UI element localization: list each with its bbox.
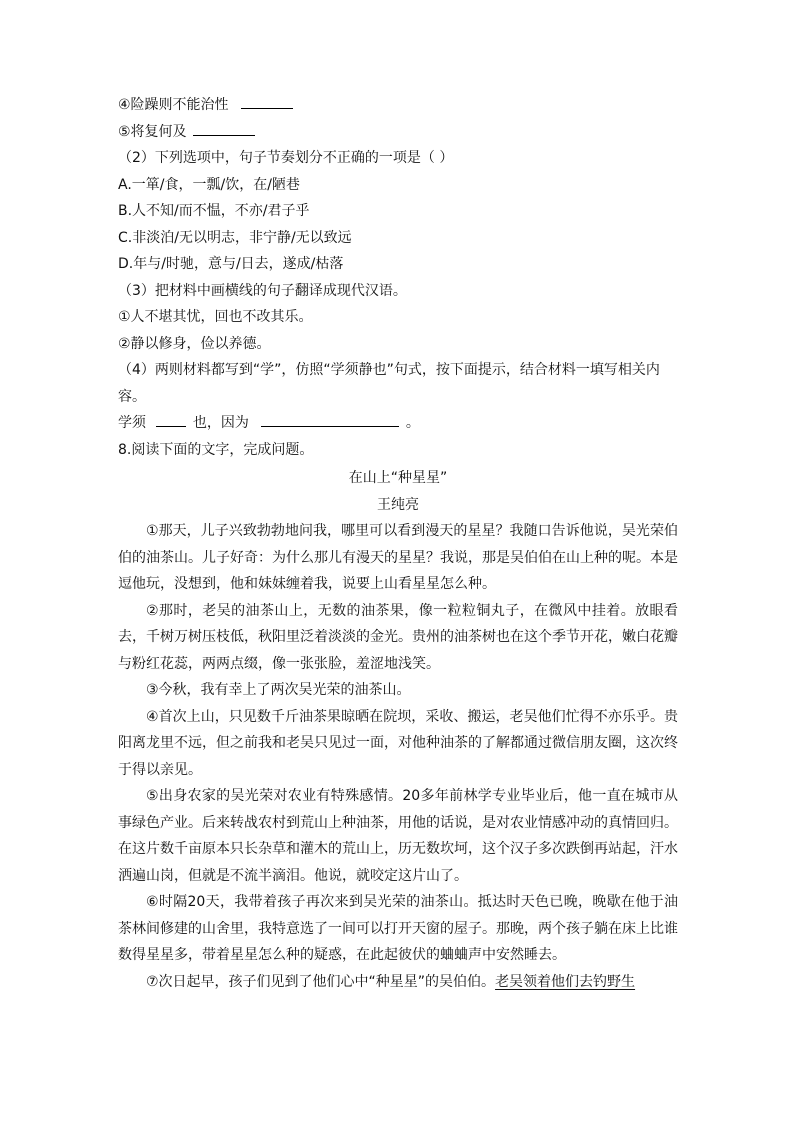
option-a: A.一箪/食，一瓢/饮，在/陋巷 <box>118 176 300 193</box>
fill-prefix: 学须 <box>118 415 146 431</box>
article-title: 在山上“种星星” <box>348 470 448 486</box>
underlined-sentence: 老吴领着他们去钓野生 <box>495 973 636 990</box>
article-paragraph-3: ③今秋，我有幸上了两次吴光荣的油茶山。 <box>146 682 411 698</box>
option-b: B.人不知/而不愠，不亦/君子乎 <box>118 203 310 219</box>
article-paragraph-6: ⑥时隔20天，我带着孩子再次来到吴光荣的油茶山。抵达时天色已晚，晚歇在他于油茶林间修建的山舍里，我特意选了一间可以打开天窗的屋子。那晚，两个孩子躺在床上比谁数得星星多，带着星星怎么种的疑惑，在此起彼伏的蛐蛐声中安然睡去。 <box>118 894 678 963</box>
answer-blank[interactable] <box>241 94 293 109</box>
option-d: D.年与/时驰，意与/日去，遂成/枯落 <box>118 256 344 272</box>
question-4-stem: （4）两则材料都写到“学”，仿照“学须静也”句式，按下面提示，结合材料一填写相关内容。 <box>118 362 660 405</box>
article-paragraph-1: ①那天，儿子兴致勃勃地问我，哪里可以看到漫天的星星？我随口告诉他说，吴光荣伯伯的油茶山。儿子好奇：为什么那儿有漫天的星星？我说，那是吴伯伯在山上种的呢。本是逗他玩，没想到，他和妹妹缠着我，说要上山看星星怎么种。 <box>118 523 678 592</box>
article-paragraph-2: ②那时，老吴的油茶山上，无数的油茶果，像一粒粒铜丸子，在微风中挂着。放眼看去，千树万树压枝低，秋阳里泛着淡淡的金光。贵州的油茶树也在这个季节开花，嫩白花瓣与粉红花蕊，两两点缀，像一张张脸，羞涩地浅笑。 <box>118 602 678 672</box>
article-author: 王纯亮 <box>377 496 419 513</box>
option-c: C.非淡泊/无以明志，非宁静/无以致远 <box>118 229 352 246</box>
question-8-stem: 8.阅读下面的文字，完成问题。 <box>118 441 314 458</box>
question-item-4 <box>118 92 678 119</box>
translate-sentence-2: ②静以修身，俭以养德。 <box>118 335 271 352</box>
question-item-5 <box>118 119 678 146</box>
question-text: ④险躁则不能治性 <box>118 97 229 113</box>
answer-blank[interactable] <box>193 121 255 136</box>
question-3-stem: （3）把材料中画横线的句子翻译成现代汉语。 <box>118 282 407 299</box>
document-content <box>118 92 678 995</box>
answer-blank[interactable] <box>261 412 399 427</box>
article-paragraph-7 <box>118 969 678 996</box>
fill-in-line <box>118 410 678 437</box>
article-paragraph-4: ④首次上山，只见数千斤油茶果晾晒在院坝，采收、搬运，老吴他们忙得不亦乐乎。贵阳离龙里不远，但之前我和老吴只见过一面，对他种油茶的了解都通过微信朋友圈，这次终于得以亲见。 <box>118 708 678 778</box>
question-text: ⑤将复何及 <box>118 123 187 140</box>
translate-sentence-1: ①人不堪其忧，回也不改其乐。 <box>118 309 313 325</box>
fill-suffix: 。 <box>405 415 420 431</box>
answer-blank[interactable] <box>156 412 186 427</box>
fill-middle: 也，因为 <box>192 415 249 431</box>
paragraph-text: ⑦次日起早，孩子们见到了他们心中“种星星”的吴伯伯。 <box>146 973 496 990</box>
question-2-stem: （2）下列选项中，句子节奏划分不正确的一项是（ ） <box>118 150 454 166</box>
article-paragraph-5: ⑤出身农家的吴光荣对农业有特殊感情。20多年前林学专业毕业后，他一直在城市从事绿色产业。后来转战农村到荒山上种油茶，用他的话说，是对农业情感冲动的真情回归。在这片数千亩原本只长杂草和灌木的荒山上，历无数坎坷，这个汉子多次跌倒再站起，汗水洒遍山岗，但就是不流半滴泪。他说，就咬定这片山了。 <box>118 788 678 884</box>
